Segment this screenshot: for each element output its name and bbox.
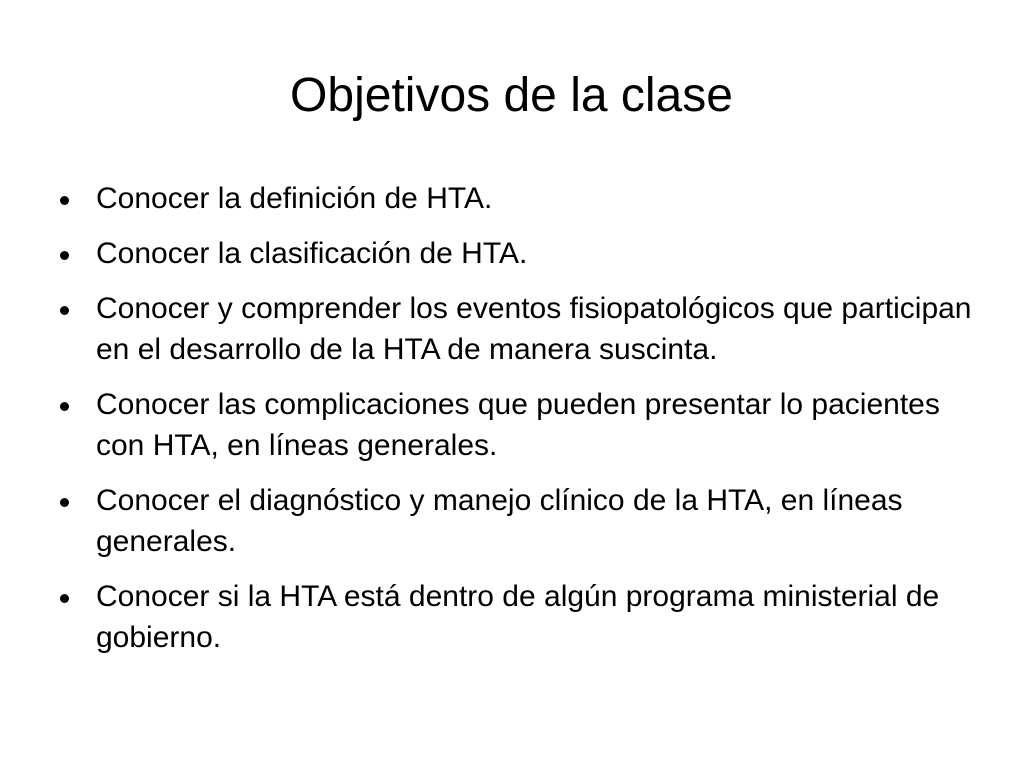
list-item [60,178,980,219]
objectives-list [60,178,980,672]
list-item-text: Conocer si la HTA está dentro de algún programa ministerial de gobierno. [96,580,940,654]
list-item [60,576,980,658]
bullet-icon [60,196,69,205]
bullet-icon [60,251,69,260]
bullet-icon [60,402,69,411]
bullet-icon [60,594,69,603]
list-item [60,480,980,562]
list-item [60,233,980,274]
bullet-icon [60,498,69,507]
list-item [60,384,980,466]
list-item-text: Conocer y comprender los eventos fisiopatológicos que participan en el desarrollo de la HTA de manera suscinta. [96,292,972,366]
list-item [60,288,980,370]
list-item-text: Conocer las complicaciones que pueden presentar lo pacientes con HTA, en líneas generales. [96,388,940,462]
list-item-text: Conocer la clasificación de HTA. [96,237,528,270]
list-item-text: Conocer el diagnóstico y manejo clínico de la HTA, en líneas generales. [96,484,903,558]
list-item-text: Conocer la definición de HTA. [96,182,493,215]
bullet-icon [60,306,69,315]
slide-title: Objetivos de la clase [290,69,733,122]
